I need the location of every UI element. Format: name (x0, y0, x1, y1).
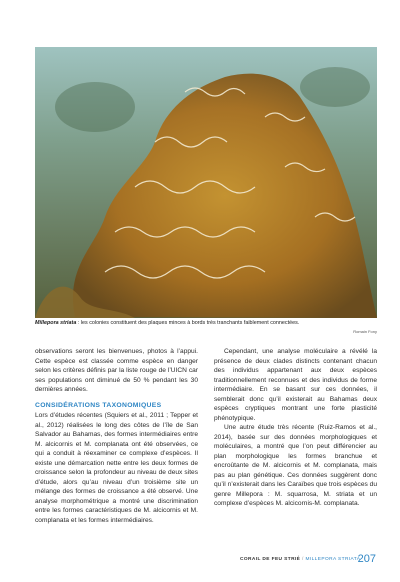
caption-text: : les colonies constituent des plaques minces à bords très tranchants faiblement connectées. (76, 320, 300, 326)
left-paragraph-1: observations seront les bienvenues, photos à l’appui. Cette espèce est classée comme espèce en danger selon les critères définis par la liste rouge de l’UICN car ses populations ont diminué de 50 % pendant les 30 dernières années. (35, 348, 198, 393)
section-heading: CONSIDÉRATIONS TAXONOMIQUES (35, 401, 162, 409)
left-paragraph-2: Lors d’études récentes (Squiers et al., 2011 ; Tepper et al., 2012) réalisées le long des côtes de l’île de San Salvador au Bahamas, des formes intermédiaires entre M. alcicornis et M. complanata ont été observées, ce qui a conduit à réexaminer ce complexe d’espèces. Il existe une démarcation nette entre les deux formes de croissance selon la profondeur au niveau de deux sites d’étude, alors qu’au niveau d’un troisième site un mélange des formes de croissance a été observé. Une analyse morphométrique a montré une discrimination entre les formes caractéristiques de M. alcicornis et M. complanata et les formes intermédiaires. (35, 412, 198, 524)
page-number: 207 (357, 553, 376, 565)
right-paragraph-1: Cependant, une analyse moléculaire a révélé la présence de deux clades distincts contenant chacun des individus appartenant aux deux espèces traditionnellement reconnues et des individus de forme intermédiaire. En se basant sur ces données, il semblerait donc qu’il existerait au Bahamas deux espèces cryptiques montrant une forte plasticité phénotypique. (214, 348, 377, 422)
coral-illustration (35, 47, 377, 318)
footer-title: CORAIL DE FEU STRIÉ (240, 557, 301, 562)
caption-species: Millepora striata (35, 320, 77, 326)
left-column (35, 347, 198, 525)
running-footer (240, 557, 360, 562)
coral-photo (35, 47, 377, 318)
photo-credit: Romain Fony (353, 329, 377, 334)
right-column (214, 347, 377, 509)
footer-separator: / (300, 557, 306, 562)
photo-caption (35, 320, 335, 327)
right-paragraph-2: Une autre étude très récente (Ruiz-Ramos et al., 2014), basée sur des données morphologiques et moléculaires, a montré que l’on peut différencier au plan morphologique les formes branchue et encroûtante de M. alcicornis et M. complanata, mais pas au plan génétique. Ces données suggèrent donc qu’il n’existerait dans les Caraïbes que trois espèces du genre Millepora : M. squarrosa, M. striata et un complexe d’espèces M. alcicornis-M. complanata. (214, 424, 377, 507)
footer-subtitle: MILLEPORA STRIATA (305, 557, 361, 562)
